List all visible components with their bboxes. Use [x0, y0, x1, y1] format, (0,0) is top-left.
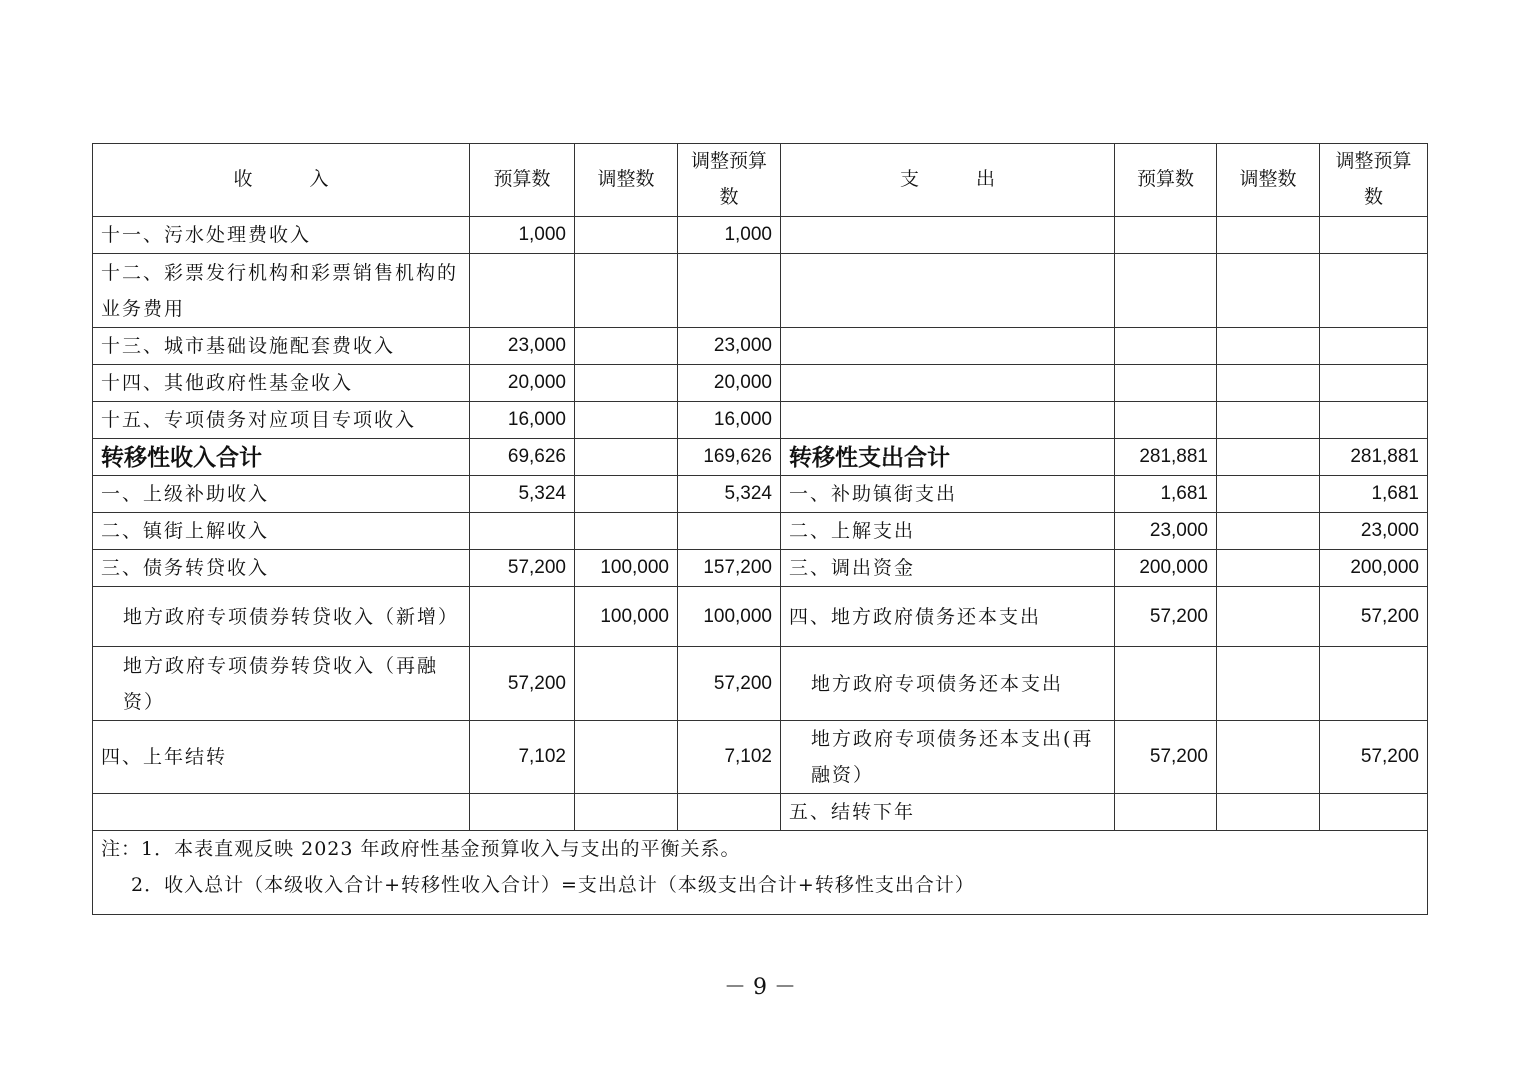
table-row	[93, 365, 1428, 402]
income-item: 一、上级补助收入	[93, 476, 470, 513]
table-row	[93, 328, 1428, 365]
expense-adjusted-budget	[1320, 402, 1428, 439]
expense-adjusted-budget: 23,000	[1320, 513, 1428, 550]
income-adjust	[575, 439, 678, 476]
income-adjusted-budget: 100,000	[678, 587, 781, 647]
income-item: 地方政府专项债券转贷收入（新增）	[93, 587, 470, 647]
expense-item: 地方政府专项债务还本支出(再融资）	[781, 721, 1115, 794]
expense-item: 一、补助镇街支出	[781, 476, 1115, 513]
budget-balance-table	[92, 143, 1428, 915]
expense-adjust	[1217, 365, 1320, 402]
income-budget	[470, 513, 575, 550]
expense-adjusted-budget	[1320, 254, 1428, 328]
income-budget: 5,324	[470, 476, 575, 513]
income-item: 十一、污水处理费收入	[93, 217, 470, 254]
expense-budget	[1115, 365, 1217, 402]
income-adjusted-budget: 16,000	[678, 402, 781, 439]
expense-adjusted-budget	[1320, 647, 1428, 721]
table-row	[93, 550, 1428, 587]
expense-item: 三、调出资金	[781, 550, 1115, 587]
table-notes	[93, 831, 1428, 915]
expense-adjust	[1217, 587, 1320, 647]
expense-item: 四、地方政府债务还本支出	[781, 587, 1115, 647]
table-row	[93, 217, 1428, 254]
header-budget-right: 预算数	[1115, 144, 1217, 217]
expense-adjusted-budget	[1320, 328, 1428, 365]
expense-adjusted-budget	[1320, 794, 1428, 831]
income-budget: 57,200	[470, 550, 575, 587]
header-adjusted-budget-right: 调整预算数	[1320, 144, 1428, 217]
income-budget: 16,000	[470, 402, 575, 439]
expense-adjust	[1217, 721, 1320, 794]
income-item: 三、债务转贷收入	[93, 550, 470, 587]
income-item: 四、上年结转	[93, 721, 470, 794]
expense-item	[781, 365, 1115, 402]
income-adjusted-budget: 20,000	[678, 365, 781, 402]
income-item: 地方政府专项债券转贷收入（再融资）	[93, 647, 470, 721]
expense-item: 五、结转下年	[781, 794, 1115, 831]
expense-budget: 1,681	[1115, 476, 1217, 513]
table-row	[93, 587, 1428, 647]
expense-adjust	[1217, 513, 1320, 550]
table-row	[93, 647, 1428, 721]
income-adjust	[575, 254, 678, 328]
table-row	[93, 721, 1428, 794]
income-adjusted-budget	[678, 794, 781, 831]
table-row	[93, 476, 1428, 513]
table-row	[93, 439, 1428, 476]
expense-adjusted-budget: 281,881	[1320, 439, 1428, 476]
income-budget: 7,102	[470, 721, 575, 794]
income-item: 二、镇街上解收入	[93, 513, 470, 550]
income-adjust	[575, 328, 678, 365]
income-item: 转移性收入合计	[93, 439, 470, 476]
expense-adjusted-budget: 200,000	[1320, 550, 1428, 587]
expense-budget	[1115, 794, 1217, 831]
expense-adjust	[1217, 439, 1320, 476]
expense-item: 地方政府专项债务还本支出	[781, 647, 1115, 721]
income-adjust	[575, 476, 678, 513]
income-budget: 23,000	[470, 328, 575, 365]
income-adjusted-budget	[678, 513, 781, 550]
table-row	[93, 513, 1428, 550]
expense-adjust	[1217, 328, 1320, 365]
expense-budget: 57,200	[1115, 721, 1217, 794]
income-adjust: 100,000	[575, 550, 678, 587]
expense-budget	[1115, 328, 1217, 365]
expense-budget: 23,000	[1115, 513, 1217, 550]
expense-adjust	[1217, 794, 1320, 831]
income-adjust: 100,000	[575, 587, 678, 647]
note-line-2: 2．收入总计（本级收入合计+转移性收入合计）=支出总计（本级支出合计+转移性支出合计）	[131, 874, 975, 896]
expense-adjust	[1217, 254, 1320, 328]
expense-adjust	[1217, 647, 1320, 721]
income-item: 十三、城市基础设施配套费收入	[93, 328, 470, 365]
header-adjust-right: 调整数	[1217, 144, 1320, 217]
table-row	[93, 794, 1428, 831]
expense-adjust	[1217, 217, 1320, 254]
header-adjust-left: 调整数	[575, 144, 678, 217]
income-budget	[470, 587, 575, 647]
expense-adjust	[1217, 402, 1320, 439]
income-budget: 1,000	[470, 217, 575, 254]
note-line-1: 注：1．本表直观反映 2023 年政府性基金预算收入与支出的平衡关系。	[101, 838, 741, 860]
income-adjusted-budget: 1,000	[678, 217, 781, 254]
expense-item	[781, 217, 1115, 254]
expense-budget: 57,200	[1115, 587, 1217, 647]
income-adjusted-budget: 57,200	[678, 647, 781, 721]
expense-budget: 281,881	[1115, 439, 1217, 476]
income-adjusted-budget: 5,324	[678, 476, 781, 513]
income-budget: 57,200	[470, 647, 575, 721]
income-adjusted-budget: 169,626	[678, 439, 781, 476]
income-item: 十四、其他政府性基金收入	[93, 365, 470, 402]
income-item	[93, 794, 470, 831]
expense-item	[781, 402, 1115, 439]
income-budget: 20,000	[470, 365, 575, 402]
income-adjust	[575, 794, 678, 831]
expense-adjusted-budget: 57,200	[1320, 587, 1428, 647]
table-row	[93, 402, 1428, 439]
income-budget	[470, 254, 575, 328]
expense-adjust	[1217, 476, 1320, 513]
header-adjusted-budget-left: 调整预算数	[678, 144, 781, 217]
expense-adjusted-budget	[1320, 365, 1428, 402]
income-item: 十五、专项债务对应项目专项收入	[93, 402, 470, 439]
income-adjusted-budget: 7,102	[678, 721, 781, 794]
income-adjusted-budget: 23,000	[678, 328, 781, 365]
header-income: 收 入	[93, 144, 470, 217]
income-adjust	[575, 365, 678, 402]
expense-adjusted-budget: 1,681	[1320, 476, 1428, 513]
expense-budget	[1115, 402, 1217, 439]
income-item: 十二、彩票发行机构和彩票销售机构的业务费用	[93, 254, 470, 328]
expense-item: 转移性支出合计	[781, 439, 1115, 476]
income-adjusted-budget	[678, 254, 781, 328]
page-number: － 9 －	[724, 975, 796, 1000]
expense-adjust	[1217, 550, 1320, 587]
expense-adjusted-budget: 57,200	[1320, 721, 1428, 794]
expense-budget	[1115, 647, 1217, 721]
expense-budget	[1115, 254, 1217, 328]
income-adjust	[575, 217, 678, 254]
income-adjusted-budget: 157,200	[678, 550, 781, 587]
income-adjust	[575, 647, 678, 721]
income-adjust	[575, 721, 678, 794]
income-budget: 69,626	[470, 439, 575, 476]
expense-adjusted-budget	[1320, 217, 1428, 254]
income-adjust	[575, 513, 678, 550]
header-expense: 支 出	[781, 144, 1115, 217]
expense-item	[781, 328, 1115, 365]
expense-item	[781, 254, 1115, 328]
expense-budget	[1115, 217, 1217, 254]
income-budget	[470, 794, 575, 831]
expense-item: 二、上解支出	[781, 513, 1115, 550]
header-row	[93, 144, 1428, 217]
income-adjust	[575, 402, 678, 439]
header-budget-left: 预算数	[470, 144, 575, 217]
notes-row	[93, 831, 1428, 915]
expense-budget: 200,000	[1115, 550, 1217, 587]
table-row	[93, 254, 1428, 328]
